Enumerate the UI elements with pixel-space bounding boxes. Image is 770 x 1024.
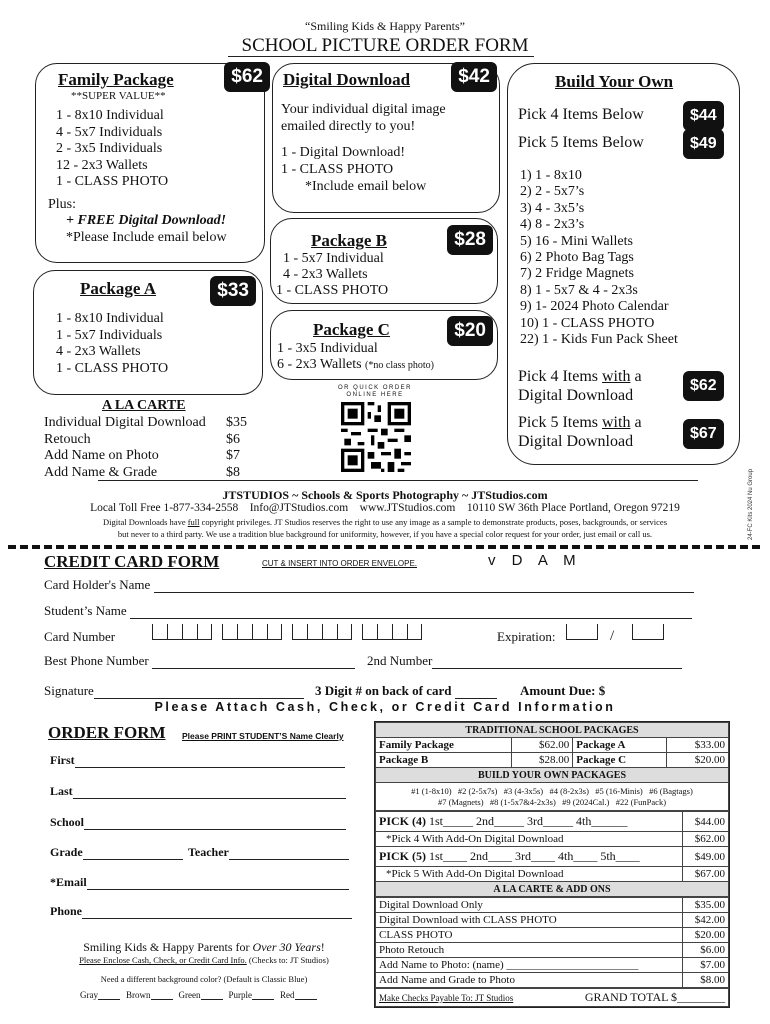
alacarte-row: Retouch $6 [44, 431, 240, 447]
table-row: Family Package $62.00 Package A $33.00 [376, 738, 729, 753]
page-title: SCHOOL PICTURE ORDER FORM [241, 35, 529, 56]
table-row[interactable]: *Pick 5 With Add-On Digital Download $67.00 [376, 867, 729, 882]
table-row[interactable]: PICK (4) 1st_____ 2nd_____ 3rd_____ 4th______ $44.00 [376, 812, 729, 832]
list-item: 4 - 2x3 Wallets [56, 344, 141, 359]
package-b-box [270, 218, 498, 304]
list-item: 1 - CLASS PHOTO [56, 174, 169, 189]
super-value: **SUPER VALUE** [71, 90, 166, 102]
alacarte-row: Individual Digital Download $35 [44, 415, 247, 430]
exp-slash: / [610, 628, 615, 644]
package-b-item-3: 1 - CLASS PHOTO [276, 283, 389, 298]
email-field[interactable]: *Email [50, 875, 349, 890]
list-item: 1 - CLASS PHOTO [56, 360, 169, 376]
byo-legend: #1 (1-8x10) #2 (2-5x7s) #3 (4-3x5s) #4 (8-2x3s) #5 (16-Minis) #6 (Bagtags) #7 (Magnets) #8 (1-5x7&4-2x3s) #9 (2024Cal.) #22 (FunPack) [376, 783, 729, 811]
card-digit-box[interactable] [362, 624, 377, 640]
card-digit-box[interactable] [407, 624, 422, 640]
color-option-brown[interactable]: Brown [126, 990, 173, 1000]
family-email-note: *Please Include email below [66, 230, 227, 245]
digital-item-2: 1 - CLASS PHOTO [281, 162, 394, 177]
teacher-field[interactable]: Teacher [188, 845, 349, 860]
card-number-boxes[interactable] [152, 624, 432, 645]
color-option-red[interactable]: Red [280, 990, 317, 1000]
slogan: Smiling Kids & Happy Parents for Over 30 Years! [83, 940, 325, 954]
side-note: 24-FC Kits 2024 Nu Group [748, 468, 754, 540]
package-a-price: $33 [210, 276, 256, 306]
plus-label: Plus: [48, 197, 77, 212]
color-option-green[interactable]: Green [179, 990, 223, 1000]
byo-header: BUILD YOUR OWN PACKAGES [376, 768, 729, 783]
pick4-digital-label: Pick 4 Items with a Digital Download [518, 368, 642, 404]
cvv-field[interactable]: 3 Digit # on back of card [315, 683, 497, 699]
list-item: 8) 1 - 5x7 & 4 - 2x3s [520, 282, 638, 298]
student-name-field[interactable]: Student’s Name [44, 603, 692, 619]
legal-line-1: Digital Downloads have full copyright privileges. JT Studios reserves the right to use any image as a sample to demonstrate products, poses, backgrounds, or services [102, 517, 668, 527]
list-item: 2) 2 - 5x7’s [520, 184, 585, 200]
last-name-field[interactable]: Last [50, 784, 346, 799]
card-digit-box[interactable] [152, 624, 167, 640]
qr-code-icon[interactable] [341, 402, 411, 472]
pick5-price: $49 [683, 129, 724, 159]
alacarte-row: Add Name & Grade $8 [44, 464, 240, 480]
price-table [374, 721, 730, 1008]
alacarte-title: A LA CARTE [102, 398, 186, 413]
card-digit-box[interactable] [252, 624, 267, 640]
tagline: “Smiling Kids & Happy Parents” [305, 19, 465, 33]
list-item: 4 - 5x7 Individuals [56, 124, 163, 140]
pick4-price: $44 [683, 101, 724, 131]
free-download: + FREE Digital Download! [66, 213, 227, 228]
trad-header: TRADITIONAL SCHOOL PACKAGES [376, 723, 729, 738]
table-row: CLASS PHOTO $20.00 [376, 928, 729, 943]
pick4-slots: 1st_____ 2nd_____ 3rd_____ 4th______ [429, 814, 628, 828]
pick4-digital-price: $62 [683, 371, 724, 401]
background-question: Need a different background color? (Default is Classic Blue) [100, 974, 308, 984]
school-field[interactable]: School [50, 815, 346, 830]
color-option-gray[interactable]: Gray [80, 990, 120, 1000]
pick5-digital-label: Pick 5 Items with a Digital Download [518, 414, 642, 450]
card-digit-box[interactable] [197, 624, 212, 640]
card-digit-box[interactable] [337, 624, 352, 640]
list-item: 4) 8 - 2x3’s [520, 217, 585, 233]
table-row: Digital Download Only $35.00 [376, 898, 729, 913]
print-note: Please PRINT STUDENT’S Name Clearly [182, 731, 344, 741]
package-c-item-2: 6 - 2x3 Wallets (*no class photo) [277, 357, 434, 372]
table-row: Photo Retouch $6.00 [376, 943, 729, 958]
enclose-note: Please Enclose Cash, Check, or Credit Card Info. (Checks to: JT Studios) [79, 955, 329, 965]
ala-header: A LA CARTE & ADD ONS [376, 882, 729, 897]
card-digit-box[interactable] [307, 624, 322, 640]
build-your-own-title: Build Your Own [555, 72, 674, 91]
card-digit-box[interactable] [377, 624, 392, 640]
grade-field[interactable]: Grade [50, 845, 183, 860]
amount-due-field[interactable]: Amount Due: $ [520, 683, 606, 698]
pick5-slots: 1st____ 2nd____ 3rd____ 4th____ 5th____ [429, 849, 640, 863]
exp-year-box[interactable] [632, 624, 664, 640]
package-a-title: Package A [80, 279, 157, 298]
attach-note: Please Attach Cash, Check, or Credit Card Information [154, 700, 616, 714]
digital-desc-1: Your individual digital image [281, 102, 446, 117]
card-holder-field[interactable]: Card Holder's Name [44, 577, 694, 593]
order-form-title: ORDER FORM [48, 723, 166, 742]
card-digit-box[interactable] [392, 624, 407, 640]
company-line: JTSTUDIOS ~ Schools & Sports Photography ~ JTStudios.com [222, 488, 548, 502]
package-b-item-1: 1 - 5x7 Individual [283, 251, 384, 266]
digital-download-price: $42 [451, 62, 497, 92]
family-package-price: $62 [224, 62, 270, 92]
table-row[interactable]: *Pick 4 With Add-On Digital Download $62.00 [376, 832, 729, 847]
package-a-items [56, 311, 168, 377]
table-row: Make Checks Payable To: JT Studios GRAND TOTAL $________ [376, 989, 729, 1007]
list-item: 2 - 3x5 Individuals [56, 141, 163, 156]
list-item: 1) 1 - 8x10 [520, 168, 582, 183]
list-item: 9) 1- 2024 Photo Calendar [520, 299, 669, 315]
background-color-options[interactable] [80, 990, 323, 1000]
card-digit-box[interactable] [322, 624, 337, 640]
alacarte-list [44, 415, 254, 481]
list-item: 3) 4 - 3x5’s [520, 200, 585, 216]
family-items [56, 108, 168, 191]
card-digit-box[interactable] [267, 624, 282, 640]
grand-total: GRAND TOTAL $________ [548, 989, 728, 1007]
list-item: 22) 1 - Kids Fun Pack Sheet [520, 332, 678, 348]
digital-email-note: *Include email below [305, 179, 427, 194]
card-digit-box[interactable] [237, 624, 252, 640]
table-row[interactable]: PICK (5) 1st____ 2nd____ 3rd____ 4th____ 5th____ $49.00 [376, 847, 729, 867]
card-brands: v D A M [488, 552, 582, 569]
package-b-title: Package B [311, 231, 388, 250]
pick5-label: Pick 5 Items Below [518, 134, 644, 151]
exp-month-box[interactable] [566, 624, 598, 640]
list-item: 7) 2 Fridge Magnets [520, 266, 634, 282]
color-option-purple[interactable]: Purple [229, 990, 275, 1000]
package-c-title: Package C [313, 320, 390, 339]
family-package-title: Family Package [58, 70, 174, 89]
card-digit-box[interactable] [222, 624, 237, 640]
phone2-field[interactable]: 2nd Number [367, 653, 682, 669]
digital-download-title: Digital Download [283, 70, 411, 89]
digital-desc-2: emailed directly to you! [281, 119, 416, 134]
package-c-item-1: 1 - 3x5 Individual [277, 341, 378, 356]
card-digit-box[interactable] [167, 624, 182, 640]
table-row: Add Name and Grade to Photo $8.00 [376, 973, 729, 988]
list-item: 12 - 2x3 Wallets [56, 157, 148, 173]
list-item: 1 - 8x10 Individual [56, 311, 164, 326]
expiration-field[interactable]: Expiration: [497, 629, 556, 644]
digital-item-1: 1 - Digital Download! [281, 145, 406, 160]
phone-order-field[interactable]: Phone [50, 904, 352, 919]
contact-line: Local Toll Free 1-877-334-2558 Info@JTStudios.com www.JTStudios.com 10110 SW 36th Place Portland, Oregon 97219 [90, 502, 680, 514]
digital-download-box [272, 63, 500, 213]
card-digit-box[interactable] [182, 624, 197, 640]
card-number-field[interactable]: Card Number [44, 629, 116, 644]
list-item: 1 - 5x7 Individuals [56, 327, 163, 343]
package-c-price: $20 [447, 316, 493, 346]
card-digit-box[interactable] [292, 624, 307, 640]
package-a-box [33, 270, 263, 395]
legal-line-2: but never to a third party. We use a tradition blue background for uniformity, however, if you have a special color request for your order, just email or call us. [117, 529, 653, 539]
pick4-label: Pick 4 Items Below [518, 106, 644, 123]
qr-label: OR QUICK ORDER ONLINE HERE [337, 385, 412, 398]
signature-field[interactable]: Signature [44, 683, 304, 699]
package-c-box [270, 310, 498, 380]
credit-card-title: CREDIT CARD FORM [44, 552, 220, 571]
first-name-field[interactable]: First [50, 753, 345, 768]
table-row: Add Name to Photo: (name) ________________________ $7.00 [376, 958, 729, 973]
package-b-price: $28 [447, 225, 493, 255]
byo-items [520, 168, 678, 348]
package-b-item-2: 4 - 2x3 Wallets [283, 267, 368, 282]
alacarte-row: Add Name on Photo $7 [44, 448, 240, 463]
cut-line [8, 545, 760, 549]
table-row: Package B $28.00 Package C $20.00 [376, 753, 729, 768]
list-item: 5) 16 - Mini Wallets [520, 233, 633, 249]
list-item: 1 - 8x10 Individual [56, 108, 164, 123]
pick5-digital-price: $67 [683, 419, 724, 449]
table-row: Digital Download with CLASS PHOTO $42.00 [376, 913, 729, 928]
phone-field[interactable]: Best Phone Number [44, 653, 355, 669]
family-package-box [35, 63, 265, 263]
list-item: 6) 2 Photo Bag Tags [520, 250, 634, 266]
list-item: 10) 1 - CLASS PHOTO [520, 315, 655, 331]
build-your-own-box [507, 63, 740, 465]
cut-insert-note: CUT & INSERT INTO ORDER ENVELOPE. [262, 559, 417, 568]
